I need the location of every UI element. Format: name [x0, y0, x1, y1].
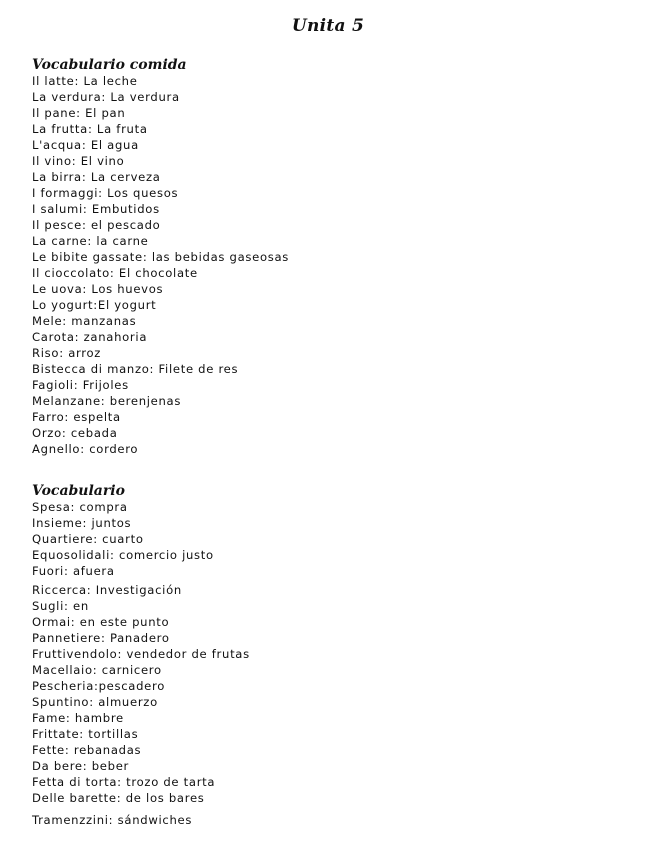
vocabulary-entry: Spesa: compra [32, 500, 128, 514]
vocabulary-entry: Fagioli: Frijoles [32, 378, 129, 392]
vocabulary-entry: La birra: La cerveza [32, 170, 161, 184]
vocabulary-entry: Carota: zanahoria [32, 330, 148, 344]
vocabulary-entry: Farro: espelta [32, 410, 121, 424]
vocabulary-entry: Bistecca di manzo: Filete de res [32, 362, 239, 376]
vocabulary-entry: Pescheria:pescadero [32, 679, 166, 693]
vocabulary-entry: Il latte: La leche [32, 74, 138, 88]
vocabulary-entry: Riccerca: Investigación [32, 583, 182, 597]
vocabulary-entry: Il vino: El vino [32, 154, 125, 168]
vocabulary-entry: Ormai: en este punto [32, 615, 170, 629]
vocabulary-entry: Quartiere: cuarto [32, 532, 144, 546]
vocabulary-entry: Spuntino: almuerzo [32, 695, 158, 709]
vocabulary-entry: Macellaio: carnicero [32, 663, 162, 677]
vocabulary-entry: Frittate: tortillas [32, 727, 139, 741]
vocabulary-entry: La carne: la carne [32, 234, 149, 248]
general-vocabulary-list-c [32, 812, 632, 828]
vocabulary-entry: Fruttivendolo: vendedor de frutas [32, 647, 250, 661]
vocabulary-entry: Da bere: beber [32, 759, 129, 773]
food-vocabulary-section [32, 57, 632, 457]
food-vocabulary-heading: Vocabulario comida [32, 57, 187, 73]
vocabulary-entry: L'acqua: El agua [32, 138, 139, 152]
vocabulary-entry: Fuori: afuera [32, 564, 115, 578]
vocabulary-entry: Equosolidali: comercio justo [32, 548, 214, 562]
food-vocabulary-list [32, 73, 632, 457]
vocabulary-entry: Insieme: juntos [32, 516, 132, 530]
vocabulary-entry: Tramenzzini: sándwiches [32, 813, 193, 827]
vocabulary-entry: Pannetiere: Panadero [32, 631, 170, 645]
vocabulary-entry: I salumi: Embutidos [32, 202, 160, 216]
vocabulary-entry: Fame: hambre [32, 711, 124, 725]
general-vocabulary-heading: Vocabulario [32, 483, 125, 499]
general-vocabulary-section [32, 483, 632, 828]
vocabulary-entry: I formaggi: Los quesos [32, 186, 179, 200]
vocabulary-entry: Le uova: Los huevos [32, 282, 164, 296]
vocabulary-entry: Delle barette: de los bares [32, 791, 205, 805]
vocabulary-entry: Sugli: en [32, 599, 89, 613]
vocabulary-entry: Orzo: cebada [32, 426, 118, 440]
vocabulary-entry: Le bibite gassate: las bebidas gaseosas [32, 250, 290, 264]
page-title: Unita 5 [291, 16, 365, 36]
vocabulary-entry: Il pane: El pan [32, 106, 126, 120]
vocabulary-entry: Fette: rebanadas [32, 743, 142, 757]
vocabulary-entry: Mele: manzanas [32, 314, 137, 328]
general-vocabulary-list-a [32, 499, 632, 579]
vocabulary-entry: La frutta: La fruta [32, 122, 148, 136]
vocabulary-entry: Agnello: cordero [32, 442, 139, 456]
vocabulary-entry: Il pesce: el pescado [32, 218, 161, 232]
vocabulary-entry: Il cioccolato: El chocolate [32, 266, 198, 280]
general-vocabulary-list-b [32, 582, 632, 806]
vocabulary-entry: Melanzane: berenjenas [32, 394, 182, 408]
vocabulary-entry: Riso: arroz [32, 346, 102, 360]
vocabulary-entry: Lo yogurt:El yogurt [32, 298, 157, 312]
vocabulary-entry: Fetta di torta: trozo de tarta [32, 775, 216, 789]
vocabulary-entry: La verdura: La verdura [32, 90, 180, 104]
